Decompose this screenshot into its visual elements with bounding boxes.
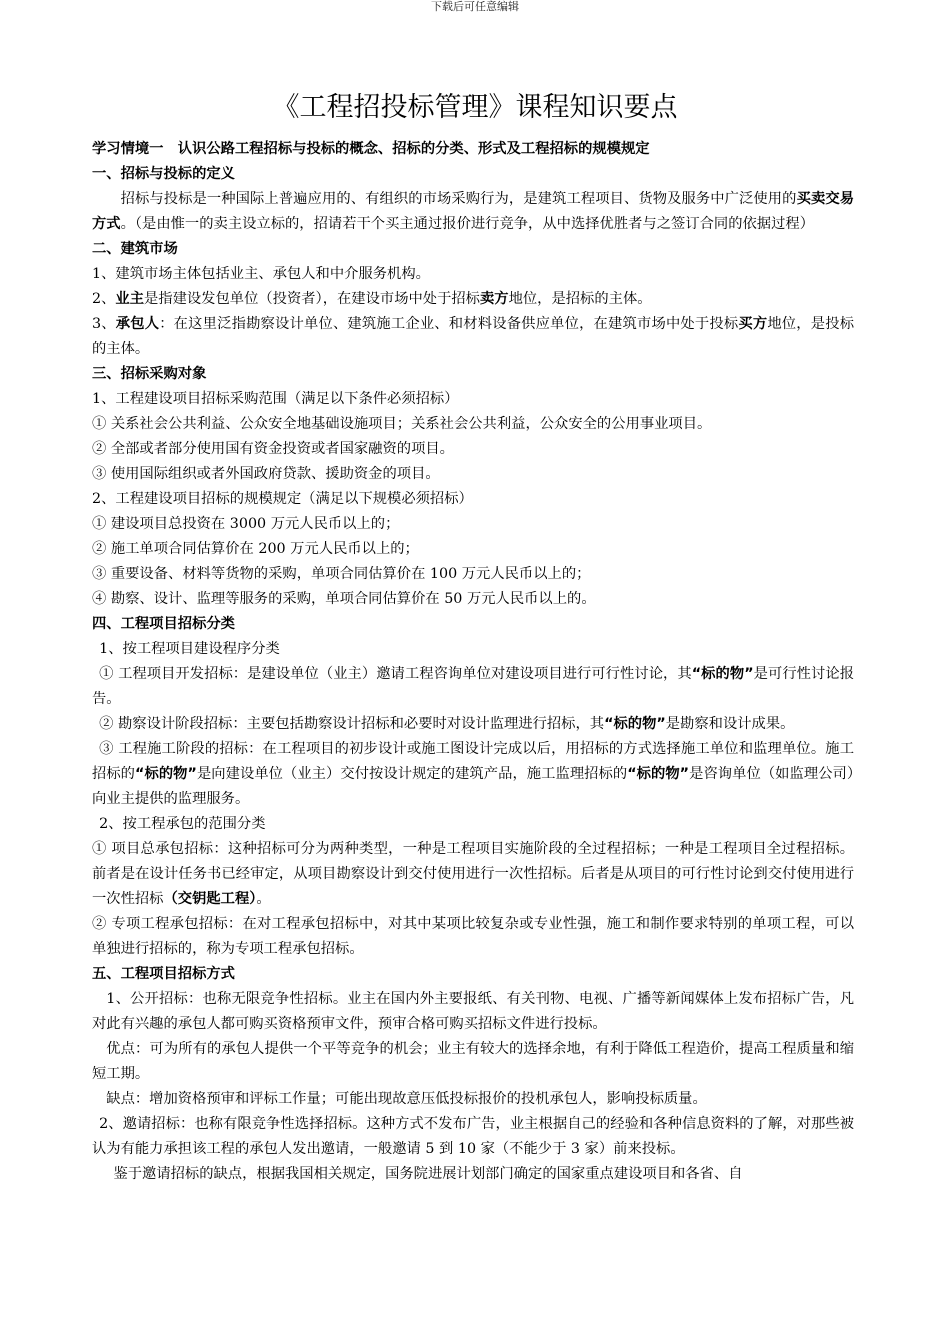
learning-situation-heading: 学习情境一 认识公路工程招标与投标的概念、招标的分类、形式及工程招标的规模规定: [92, 141, 650, 157]
section-5-heading: 五、工程项目招标方式: [92, 966, 235, 982]
section-4-item-5: 2、按工程承包的范围分类: [99, 816, 266, 832]
section-3-item-9: ④ 勘察、设计、监理等服务的采购，单项合同估算价在 50 万元人民币以上的。: [92, 591, 596, 607]
section-3-item-2: ① 关系社会公共利益、公众安全地基础设施项目；关系社会公共利益，公众安全的公用事业项目。: [92, 416, 712, 432]
page-header: 下载后可任意编辑: [431, 0, 519, 13]
section-3-item-6: ① 建设项目总投资在 3000 万元人民币以上的；: [92, 516, 400, 532]
section-5-item-1: 1、公开招标：也称无限竞争性招标。业主在国内外主要报纸、有关刊物、电视、广播等新闻媒体上发布招标广告，凡对此有兴趣的承包人都可购买资格预审文件，预审合格可购买招标文件进行投标。: [92, 991, 854, 1032]
document-body: [92, 137, 854, 1187]
document-title: 《工程招投标管理》课程知识要点: [272, 92, 678, 123]
section-2-item-2: 2、业主是指建设发包单位（投资者），在建设市场中处于招标卖方地位，是招标的主体。: [92, 291, 652, 307]
section-4-item-7: ② 专项工程承包招标：在对工程承包招标中，对其中某项比较复杂或专业性强，施工和制作要求特别的单项工程，可以单独进行招标的，称为专项工程承包招标。: [92, 916, 854, 957]
section-4-item-3: ② 勘察设计阶段招标：主要包括勘察设计招标和必要时对设计监理进行招标，其“标的物”是勘察和设计成果。: [99, 716, 795, 732]
section-5-disadvantages: 缺点：增加资格预审和评标工作量；可能出现故意压低投标报价的投机承包人，影响投标质量。: [106, 1091, 707, 1107]
section-1-paragraph: 招标与投标是一种国际上普遍应用的、有组织的市场采购行为，是建筑工程项目、货物及服务中广泛使用的买卖交易方式。（是由惟一的卖主设立标的，招请若干个买主通过报价进行竞争，从中选择优胜者与之签订合同的依据过程）: [92, 191, 855, 232]
section-3-item-3: ② 全部或者部分使用国有资金投资或者国家融资的项目。: [92, 441, 454, 457]
section-3-item-5: 2、工程建设项目招标的规模规定（满足以下规模必须招标）: [92, 491, 473, 507]
section-3-item-8: ③ 重要设备、材料等货物的采购，单项合同估算价在 100 万元人民币以上的；: [92, 566, 591, 582]
section-3-item-1: 1、工程建设项目招标采购范围（满足以下条件必须招标）: [92, 391, 459, 407]
section-5-item-2: 2、邀请招标：也称有限竞争性选择招标。这种方式不发布广告，业主根据自己的经验和各种信息资料的了解，对那些被认为有能力承担该工程的承包人发出邀请，一般邀请 5 到 10 家（不能少于 3 家）前来投标。: [92, 1116, 854, 1157]
section-5-advantages: 优点：可为所有的承包人提供一个平等竞争的机会；业主有较大的选择余地，有利于降低工程造价，提高工程质量和缩短工期。: [92, 1041, 854, 1082]
section-1-heading: 一、招标与投标的定义: [92, 166, 235, 182]
section-4-item-2: ① 工程项目开发招标：是建设单位（业主）邀请工程咨询单位对建设项目进行可行性讨论，其“标的物”是可行性讨论报告。: [92, 666, 855, 707]
section-4-heading: 四、工程项目招标分类: [92, 616, 235, 632]
section-4-item-1: 1、按工程项目建设程序分类: [99, 641, 280, 657]
bold-term: 买卖交易方式: [92, 191, 855, 232]
section-2-item-1: 1、建筑市场主体包括业主、承包人和中介服务机构。: [92, 266, 430, 282]
section-2-item-3: 3、承包人：在这里泛指勘察设计单位、建筑施工企业、和材料设备供应单位，在建筑市场中处于投标买方地位，是投标的主体。: [92, 316, 855, 357]
section-2-heading: 二、建筑市场: [92, 241, 178, 257]
section-4-item-4: ③ 工程施工阶段的招标：在工程项目的初步设计或施工图设计完成以后，用招标的方式选择施工单位和监理单位。施工招标的“标的物”是向建设单位（业主）交付按设计规定的建筑产品，施工监理招标的“标的物”是咨询单位（如监理公司）向业主提供的监理服务。: [92, 741, 855, 807]
section-3-item-4: ③ 使用国际组织或者外国政府贷款、援助资金的项目。: [92, 466, 440, 482]
section-3-item-7: ② 施工单项合同估算价在 200 万元人民币以上的；: [92, 541, 419, 557]
section-4-item-6: ① 项目总承包招标：这种招标可分为两种类型，一种是工程项目实施阶段的全过程招标；一种是工程项目全过程招标。前者是在设计任务书已经审定，从项目勘察设计到交付使用进行一次性招标。后者是从项目的可行性讨论到交付使用进行一次性招标（交钥匙工程）。: [92, 841, 854, 907]
section-5-item-3: 鉴于邀请招标的缺点，根据我国相关规定，国务院进展计划部门确定的国家重点建设项目和各省、自: [113, 1166, 743, 1182]
section-3-heading: 三、招标采购对象: [92, 366, 207, 382]
